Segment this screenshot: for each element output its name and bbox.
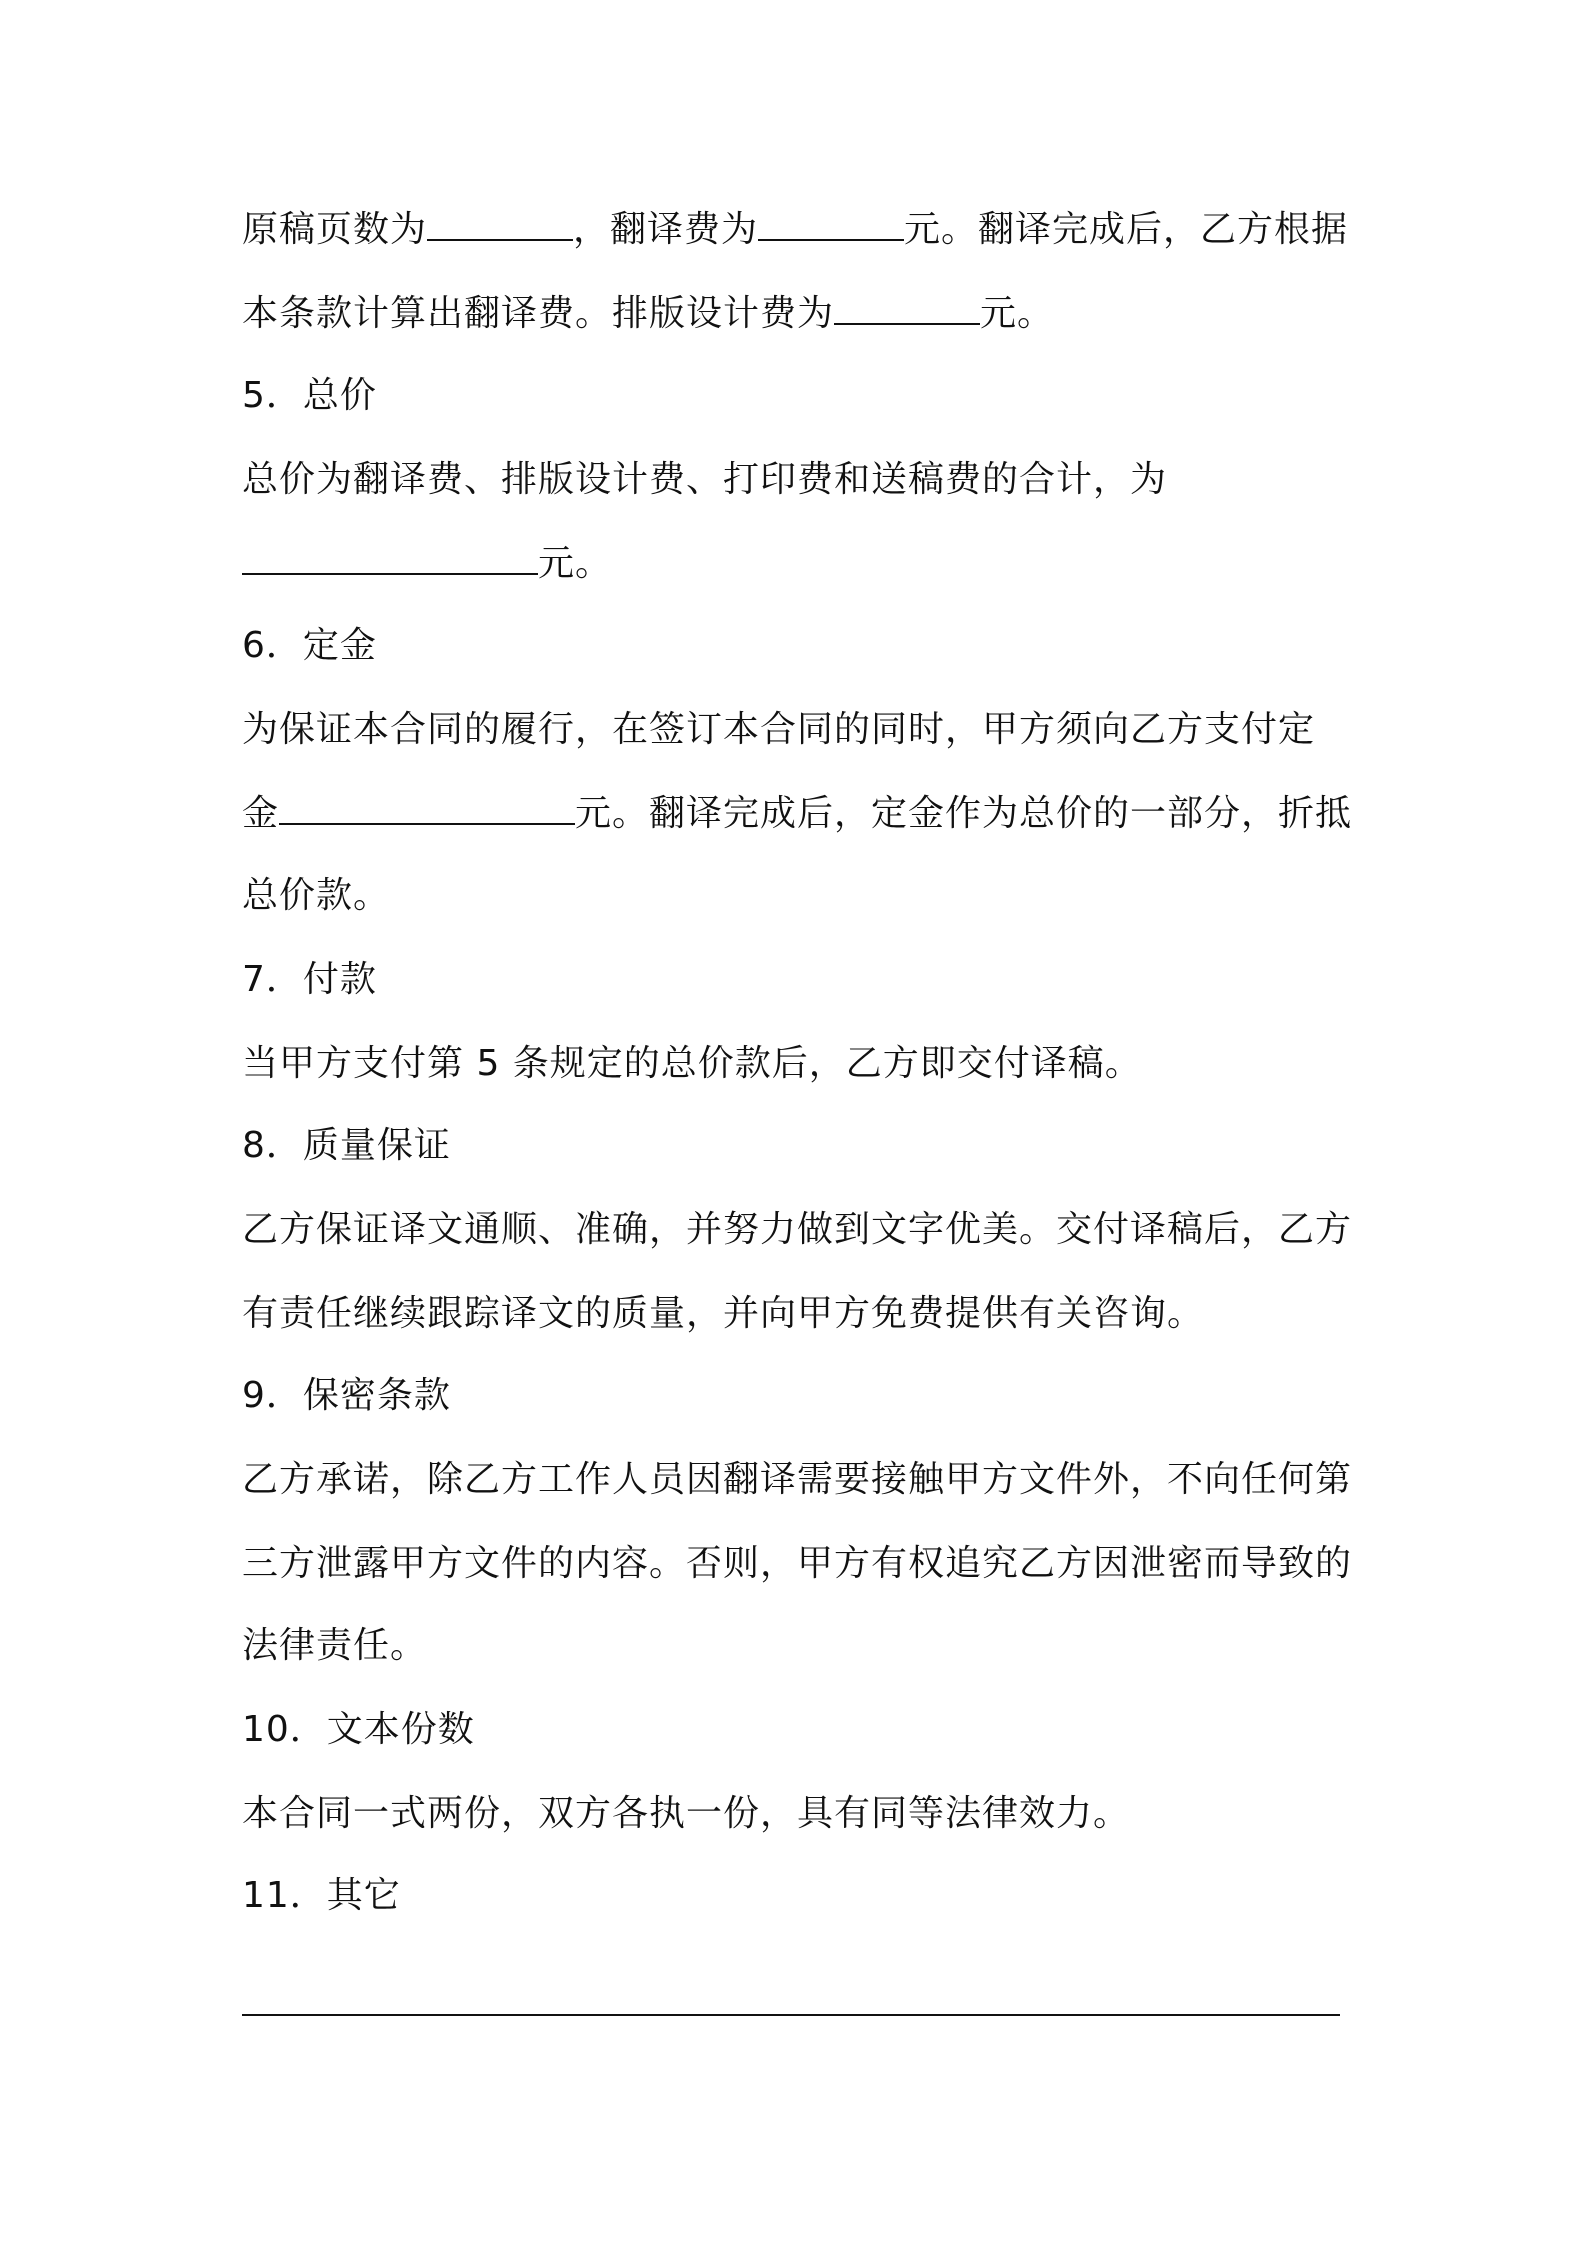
section-8-heading: 8．质量保证 — [242, 1125, 451, 1166]
section-6-line-3: 总价款。 — [242, 875, 391, 916]
fill-in-blank-translation-fee — [758, 209, 904, 241]
fee-line-1 — [242, 208, 1372, 252]
section-5-heading: 5．总价 — [242, 375, 377, 416]
section-9-line-1: 乙方承诺，除乙方工作人员因翻译需要接触甲方文件外，不向任何第 — [242, 1459, 1353, 1500]
section-8-line-1: 乙方保证译文通顺、准确，并努力做到文字优美。交付译稿后，乙方 — [242, 1209, 1353, 1250]
section-5-line-1: 总价为翻译费、排版设计费、打印费和送稿费的合计，为 — [242, 459, 1168, 500]
section-6-line-1: 为保证本合同的履行，在签订本合同的同时，甲方须向乙方支付定 — [242, 709, 1316, 750]
fill-in-blank-pages — [427, 209, 573, 241]
section-10-heading: 10．文本份数 — [242, 1709, 475, 1750]
section-6-line-2 — [242, 792, 1372, 836]
section-8-line-2: 有责任继续跟踪译文的质量，并向甲方免费提供有关咨询。 — [242, 1293, 1205, 1334]
section-9-line-3: 法律责任。 — [242, 1625, 428, 1666]
text-segment: 元。 — [980, 293, 1055, 334]
section-6-heading: 6．定金 — [242, 625, 377, 666]
text-segment: 元。翻译完成后，乙方根据 — [904, 209, 1349, 250]
section-5-line-2 — [242, 542, 1372, 586]
section-10-line-1: 本合同一式两份，双方各执一份，具有同等法律效力。 — [242, 1793, 1131, 1834]
fill-in-blank-deposit — [279, 793, 575, 825]
section-11-heading: 11．其它 — [242, 1875, 401, 1916]
fill-in-blank-total-price — [242, 543, 538, 575]
fill-in-line-other-terms — [242, 2014, 1340, 2016]
fill-in-blank-layout-fee — [834, 293, 980, 325]
text-segment: 金 — [242, 793, 280, 834]
text-segment: ，翻译费为 — [573, 209, 759, 250]
text-segment: 元。翻译完成后，定金作为总价的一部分，折抵 — [575, 793, 1353, 834]
section-7-line-1: 当甲方支付第 5 条规定的总价款后，乙方即交付译稿。 — [242, 1043, 1142, 1084]
section-9-heading: 9．保密条款 — [242, 1375, 451, 1416]
text-segment: 本条款计算出翻译费。排版设计费为 — [242, 293, 835, 334]
fee-line-2 — [242, 292, 1372, 336]
section-9-line-2: 三方泄露甲方文件的内容。否则，甲方有权追究乙方因泄密而导致的 — [242, 1543, 1353, 1584]
text-segment: 原稿页数为 — [242, 209, 428, 250]
section-7-heading: 7．付款 — [242, 959, 377, 1000]
text-segment: 元。 — [538, 543, 613, 584]
